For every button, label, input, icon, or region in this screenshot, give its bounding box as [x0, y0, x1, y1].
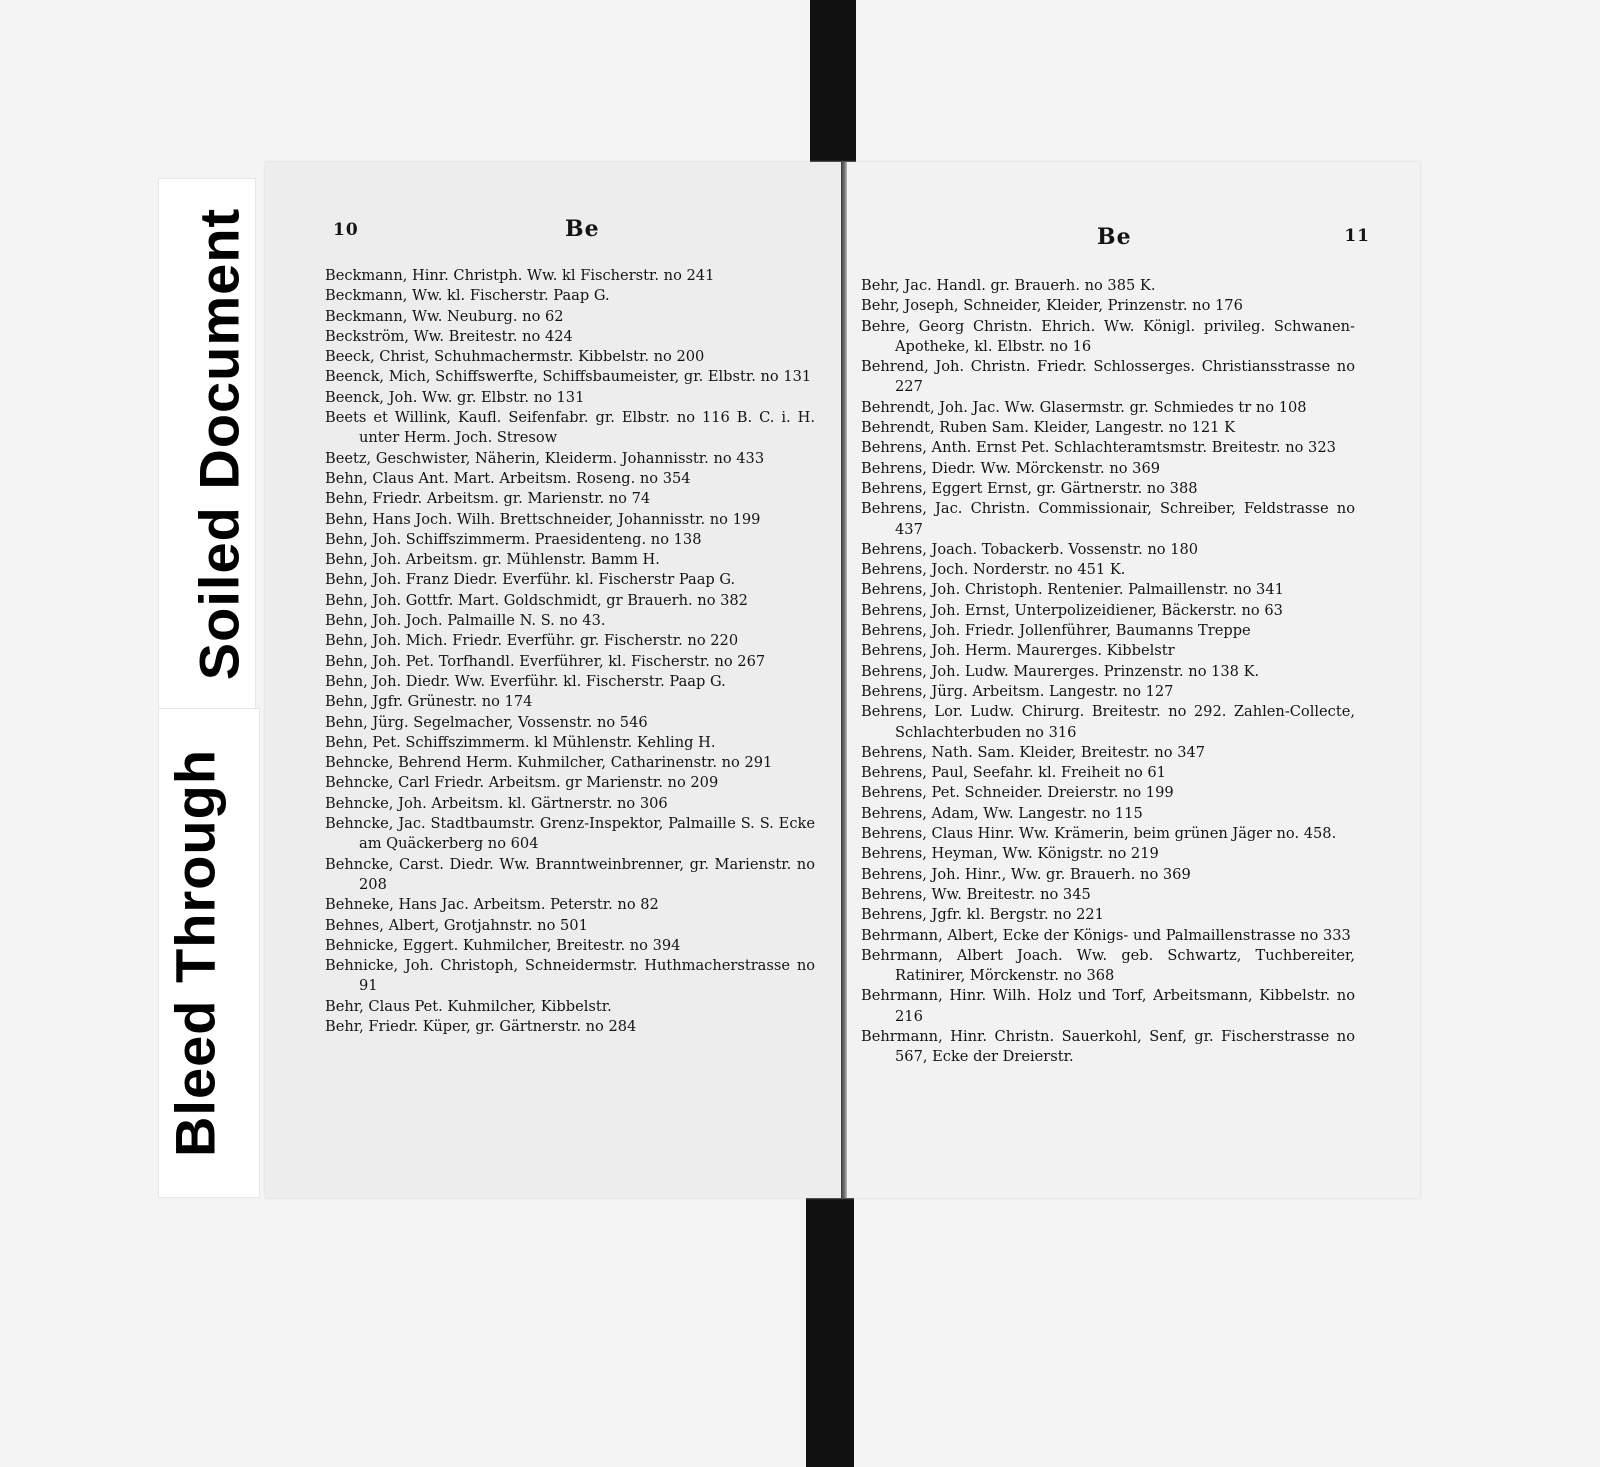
directory-entry: Behrens, Jgfr. kl. Bergstr. no 221	[861, 906, 1104, 924]
directory-entry: Beckmann, Ww. Neuburg. no 62	[325, 307, 564, 325]
directory-entry: Behncke, Joh. Arbeitsm. kl. Gärtnerstr. no 306	[325, 794, 668, 812]
directory-entry: Behn, Joh. Schiffszimmerm. Praesidenteng. no 138	[325, 530, 702, 548]
book-spread	[265, 162, 1420, 1198]
directory-entry: Behn, Joh. Pet. Torfhandl. Everführer, kl. Fischerstr. no 267	[325, 652, 766, 670]
right-page-number: 11	[1344, 226, 1370, 246]
directory-entry: Behrens, Heyman, Ww. Königstr. no 219	[861, 845, 1159, 863]
directory-entry: Behrendt, Ruben Sam. Kleider, Langestr. no 121 K	[861, 419, 1235, 437]
directory-entry: Behnicke, Joh. Christoph, Schneidermstr. Huthmacherstrasse no 91	[325, 957, 815, 995]
directory-entry: Behrens, Joh. Ludw. Maurerges. Prinzenstr. no 138 K.	[861, 662, 1260, 680]
directory-entry: Behnes, Albert, Grotjahnstr. no 501	[325, 916, 588, 934]
directory-entry: Behn, Joh. Gottfr. Mart. Goldschmidt, gr Brauerh. no 382	[325, 591, 748, 609]
left-running-head: Be	[565, 216, 600, 242]
directory-entry: Beckström, Ww. Breitestr. no 424	[325, 327, 573, 345]
directory-entry: Behrens, Adam, Ww. Langestr. no 115	[861, 804, 1143, 822]
left-page-number: 10	[333, 220, 359, 240]
directory-entry: Behrens, Paul, Seefahr. kl. Freiheit no 61	[861, 764, 1166, 782]
directory-entry: Behn, Claus Ant. Mart. Arbeitsm. Roseng. no 354	[325, 469, 691, 487]
gutter-shadow-top	[810, 0, 856, 168]
bleed-through-stamp	[158, 708, 260, 1198]
directory-entry: Beckmann, Ww. kl. Fischerstr. Paap G.	[325, 287, 610, 305]
directory-entry: Behr, Joseph, Schneider, Kleider, Prinzenstr. no 176	[861, 297, 1243, 315]
directory-entry: Behrens, Joh. Ernst, Unterpolizeidiener, Bäckerstr. no 63	[861, 601, 1283, 619]
directory-entry: Behrens, Ww. Breitestr. no 345	[861, 885, 1091, 903]
directory-entry: Beetz, Geschwister, Näherin, Kleiderm. Johannisstr. no 433	[325, 449, 765, 467]
directory-entry: Behrens, Joh. Hinr., Ww. gr. Brauerh. no 369	[861, 865, 1191, 883]
directory-entry: Behncke, Jac. Stadtbaumstr. Grenz-Inspektor, Palmaille S. S. Ecke am Quäckerberg no 604	[325, 815, 815, 853]
directory-entry: Behncke, Carst. Diedr. Ww. Branntweinbrenner, gr. Marienstr. no 208	[325, 855, 815, 893]
directory-entry: Behneke, Hans Jac. Arbeitsm. Peterstr. no 82	[325, 896, 659, 914]
directory-entry: Behn, Joh. Mich. Friedr. Everführ. gr. Fischerstr. no 220	[325, 632, 739, 650]
left-entry-list	[325, 266, 815, 1037]
directory-entry: Behn, Jgfr. Grünestr. no 174	[325, 693, 533, 711]
directory-entry: Behre, Georg Christn. Ehrich. Ww. Königl. privileg. Schwanen-Apotheke, kl. Elbstr. no 16	[861, 317, 1355, 355]
directory-entry: Beets et Willink, Kaufl. Seifenfabr. gr. Elbstr. no 116 B. C. i. H. unter Herm. Joch. Stresow	[325, 409, 815, 447]
directory-entry: Behrmann, Albert, Ecke der Königs- und Palmaillenstrasse no 333	[861, 926, 1351, 944]
directory-entry: Beeck, Christ, Schuhmachermstr. Kibbelstr. no 200	[325, 348, 705, 366]
directory-entry: Behrens, Joh. Christoph. Rentenier. Palmaillenstr. no 341	[861, 581, 1284, 599]
directory-entry: Behrens, Jürg. Arbeitsm. Langestr. no 127	[861, 682, 1174, 700]
directory-entry: Beckmann, Hinr. Christph. Ww. kl Fischerstr. no 241	[325, 267, 715, 284]
directory-entry: Behrens, Nath. Sam. Kleider, Breitestr. no 347	[861, 743, 1206, 761]
right-page	[847, 162, 1420, 1198]
directory-entry: Behrens, Joh. Friedr. Jollenführer, Baumanns Treppe	[861, 622, 1251, 640]
right-entry-list	[861, 276, 1355, 1068]
directory-entry: Behn, Hans Joch. Wilh. Brettschneider, Johannisstr. no 199	[325, 510, 761, 528]
directory-entry: Behrendt, Joh. Jac. Ww. Glasermstr. gr. Schmiedes tr no 108	[861, 398, 1307, 416]
directory-entry: Behrens, Jac. Christn. Commissionair, Schreiber, Feldstrasse no 437	[861, 500, 1355, 538]
directory-entry: Behrens, Lor. Ludw. Chirurg. Breitestr. no 292. Zahlen-Collecte, Schlachterbuden no 316	[861, 703, 1355, 741]
right-running-head: Be	[1097, 224, 1132, 250]
soiled-document-stamp	[158, 178, 256, 710]
directory-entry: Behr, Friedr. Küper, gr. Gärtnerstr. no 284	[325, 1017, 637, 1035]
directory-entry: Behrmann, Hinr. Christn. Sauerkohl, Senf, gr. Fischerstrasse no 567, Ecke der Dreierstr.	[861, 1027, 1355, 1066]
directory-entry: Behncke, Carl Friedr. Arbeitsm. gr Marienstr. no 209	[325, 774, 719, 792]
directory-entry: Behrens, Claus Hinr. Ww. Krämerin, beim grünen Jäger no. 458.	[861, 825, 1337, 843]
directory-entry: Behn, Friedr. Arbeitsm. gr. Marienstr. no 74	[325, 490, 651, 508]
directory-entry: Beenck, Mich, Schiffswerfte, Schiffsbaumeister, gr. Elbstr. no 131	[325, 368, 812, 386]
directory-entry: Behrmann, Hinr. Wilh. Holz und Torf, Arbeitsmann, Kibbelstr. no 216	[861, 987, 1355, 1025]
directory-entry: Behn, Joh. Franz Diedr. Everführ. kl. Fischerstr Paap G.	[325, 571, 736, 589]
directory-entry: Behrens, Diedr. Ww. Mörckenstr. no 369	[861, 459, 1161, 477]
directory-entry: Behrens, Anth. Ernst Pet. Schlachteramtsmstr. Breitestr. no 323	[861, 439, 1336, 457]
left-page	[265, 162, 841, 1198]
directory-entry: Behrens, Pet. Schneider. Dreierstr. no 199	[861, 784, 1174, 802]
directory-entry: Behrend, Joh. Christn. Friedr. Schlosserges. Christiansstrasse no 227	[861, 358, 1355, 396]
bleed-through-label: Bleed Through	[163, 748, 227, 1158]
directory-entry: Behnicke, Eggert. Kuhmilcher, Breitestr. no 394	[325, 936, 681, 954]
directory-entry: Behr, Jac. Handl. gr. Brauerh. no 385 K.	[861, 277, 1156, 294]
gutter-shadow-bottom	[806, 1196, 854, 1467]
directory-entry: Behn, Joh. Joch. Palmaille N. S. no 43.	[325, 612, 606, 630]
directory-entry: Behn, Joh. Arbeitsm. gr. Mühlenstr. Bamm H.	[325, 551, 660, 569]
directory-entry: Behrens, Joach. Tobackerb. Vossenstr. no 180	[861, 540, 1199, 558]
directory-entry: Behncke, Behrend Herm. Kuhmilcher, Catharinenstr. no 291	[325, 754, 773, 772]
directory-entry: Behrmann, Albert Joach. Ww. geb. Schwartz, Tuchbereiter, Ratinirer, Mörckenstr. no 368	[861, 946, 1355, 985]
directory-entry: Behrens, Joh. Herm. Maurerges. Kibbelstr	[861, 642, 1175, 660]
directory-entry: Behrens, Eggert Ernst, gr. Gärtnerstr. no 388	[861, 479, 1198, 497]
directory-entry: Behr, Claus Pet. Kuhmilcher, Kibbelstr.	[325, 997, 612, 1015]
directory-entry: Behn, Joh. Diedr. Ww. Everführ. kl. Fischerstr. Paap G.	[325, 672, 726, 690]
directory-entry: Beenck, Joh. Ww. gr. Elbstr. no 131	[325, 388, 585, 406]
directory-entry: Behn, Jürg. Segelmacher, Vossenstr. no 546	[325, 713, 648, 731]
directory-entry: Behn, Pet. Schiffszimmerm. kl Mühlenstr. Kehling H.	[325, 733, 716, 751]
soiled-document-label: Soiled Document	[187, 207, 251, 681]
directory-entry: Behrens, Joch. Norderstr. no 451 K.	[861, 561, 1126, 579]
